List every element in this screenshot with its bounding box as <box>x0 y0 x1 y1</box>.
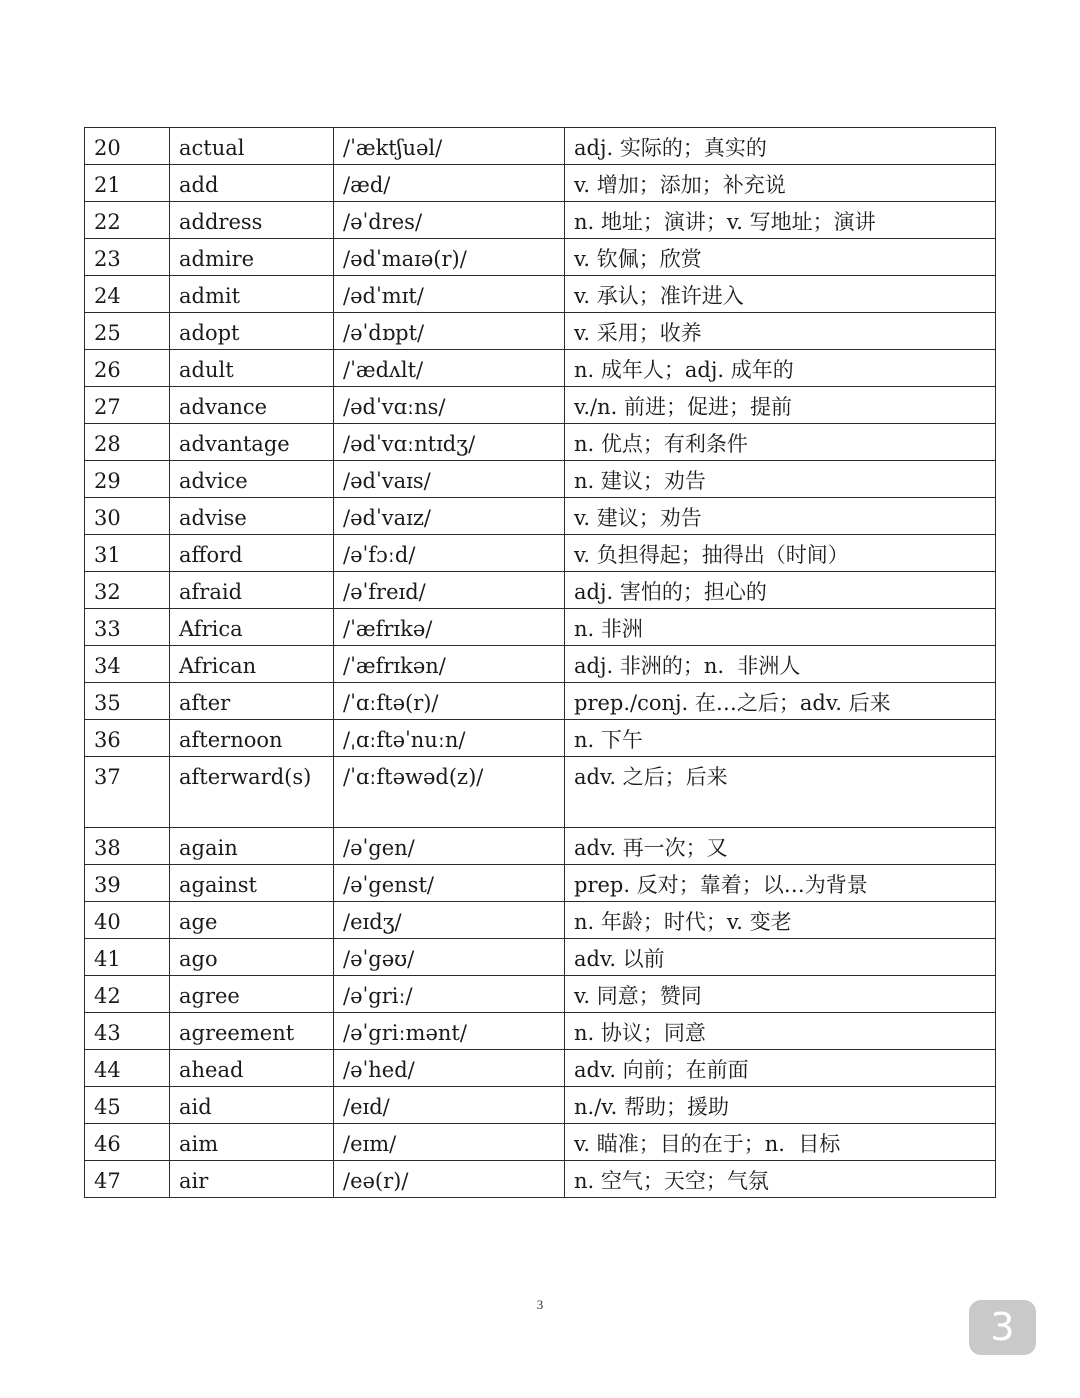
entry-word: African <box>170 646 334 683</box>
table-row <box>85 1161 996 1198</box>
entry-phonetic: /əˈfɔːd/ <box>334 535 565 572</box>
entry-phonetic: /əˈgriː/ <box>334 976 565 1013</box>
entry-definition: n. 空气；天空；气氛 <box>565 1161 996 1198</box>
table-row <box>85 609 996 646</box>
entry-phonetic: /əˈgəʊ/ <box>334 939 565 976</box>
entry-word: ahead <box>170 1050 334 1087</box>
entry-definition: v. 采用；收养 <box>565 313 996 350</box>
entry-phonetic: /əˈfreɪd/ <box>334 572 565 609</box>
entry-number: 42 <box>85 976 170 1013</box>
entry-number: 39 <box>85 865 170 902</box>
vocabulary-table <box>84 127 996 1198</box>
entry-phonetic: /ˌɑːftəˈnuːn/ <box>334 720 565 757</box>
entry-number: 40 <box>85 902 170 939</box>
entry-definition: n. 地址；演讲；v. 写地址；演讲 <box>565 202 996 239</box>
entry-number: 33 <box>85 609 170 646</box>
entry-definition: n. 建议；劝告 <box>565 461 996 498</box>
table-row <box>85 461 996 498</box>
table-row <box>85 1013 996 1050</box>
entry-definition: adj. 实际的；真实的 <box>565 128 996 165</box>
table-row <box>85 498 996 535</box>
table-row <box>85 424 996 461</box>
entry-number: 24 <box>85 276 170 313</box>
entry-number: 46 <box>85 1124 170 1161</box>
table-row <box>85 202 996 239</box>
entry-definition: prep. 反对；靠着；以…为背景 <box>565 865 996 902</box>
entry-word: afterward(s) <box>170 757 334 828</box>
entry-word: agreement <box>170 1013 334 1050</box>
table-row <box>85 939 996 976</box>
entry-word: Africa <box>170 609 334 646</box>
entry-definition: prep./conj. 在…之后；adv. 后来 <box>565 683 996 720</box>
entry-word: add <box>170 165 334 202</box>
entry-phonetic: /eɪdʒ/ <box>334 902 565 939</box>
entry-definition: v. 同意；赞同 <box>565 976 996 1013</box>
table-row <box>85 276 996 313</box>
entry-phonetic: /eə(r)/ <box>334 1161 565 1198</box>
entry-definition: v. 建议；劝告 <box>565 498 996 535</box>
entry-number: 38 <box>85 828 170 865</box>
entry-number: 44 <box>85 1050 170 1087</box>
entry-phonetic: /ədˈmaɪə(r)/ <box>334 239 565 276</box>
entry-number: 20 <box>85 128 170 165</box>
entry-number: 25 <box>85 313 170 350</box>
entry-number: 34 <box>85 646 170 683</box>
entry-word: adopt <box>170 313 334 350</box>
table-row <box>85 128 996 165</box>
entry-word: admit <box>170 276 334 313</box>
table-row <box>85 757 996 828</box>
table-row <box>85 313 996 350</box>
table-row <box>85 350 996 387</box>
entry-word: address <box>170 202 334 239</box>
entry-phonetic: /ˈæfrɪkən/ <box>334 646 565 683</box>
page-badge: 3 <box>969 1300 1036 1355</box>
entry-phonetic: /əˈdɒpt/ <box>334 313 565 350</box>
table-row <box>85 683 996 720</box>
entry-phonetic: /ˈæfrɪkə/ <box>334 609 565 646</box>
entry-definition: adv. 向前；在前面 <box>565 1050 996 1087</box>
entry-definition: n. 非洲 <box>565 609 996 646</box>
entry-phonetic: /ədˈvɑːntɪdʒ/ <box>334 424 565 461</box>
entry-phonetic: /eɪm/ <box>334 1124 565 1161</box>
table-row <box>85 1050 996 1087</box>
entry-definition: v. 增加；添加；补充说 <box>565 165 996 202</box>
table-row <box>85 720 996 757</box>
entry-definition: adv. 以前 <box>565 939 996 976</box>
entry-word: air <box>170 1161 334 1198</box>
entry-word: afraid <box>170 572 334 609</box>
entry-number: 35 <box>85 683 170 720</box>
table-row <box>85 976 996 1013</box>
entry-phonetic: /əˈgenst/ <box>334 865 565 902</box>
entry-definition: n./v. 帮助；援助 <box>565 1087 996 1124</box>
entry-word: advantage <box>170 424 334 461</box>
entry-definition: v. 承认；准许进入 <box>565 276 996 313</box>
entry-word: agree <box>170 976 334 1013</box>
table-row <box>85 535 996 572</box>
entry-definition: n. 年龄；时代；v. 变老 <box>565 902 996 939</box>
entry-definition: n. 优点；有利条件 <box>565 424 996 461</box>
entry-definition: n. 成年人；adj. 成年的 <box>565 350 996 387</box>
entry-definition: v. 瞄准；目的在于；n. 目标 <box>565 1124 996 1161</box>
entry-number: 41 <box>85 939 170 976</box>
entry-definition: adv. 再一次；又 <box>565 828 996 865</box>
entry-number: 27 <box>85 387 170 424</box>
table-row <box>85 1087 996 1124</box>
table-row <box>85 865 996 902</box>
entry-word: advice <box>170 461 334 498</box>
entry-definition: n. 协议；同意 <box>565 1013 996 1050</box>
entry-number: 37 <box>85 757 170 828</box>
entry-phonetic: /əˈhed/ <box>334 1050 565 1087</box>
entry-word: aim <box>170 1124 334 1161</box>
entry-definition: n. 下午 <box>565 720 996 757</box>
table-row <box>85 1124 996 1161</box>
table-row <box>85 165 996 202</box>
table-row <box>85 828 996 865</box>
entry-word: again <box>170 828 334 865</box>
entry-word: advance <box>170 387 334 424</box>
entry-definition: v. 钦佩；欣赏 <box>565 239 996 276</box>
entry-phonetic: /eɪd/ <box>334 1087 565 1124</box>
entry-number: 31 <box>85 535 170 572</box>
entry-number: 28 <box>85 424 170 461</box>
entry-word: after <box>170 683 334 720</box>
entry-number: 45 <box>85 1087 170 1124</box>
entry-phonetic: /ˈædʌlt/ <box>334 350 565 387</box>
entry-phonetic: /əˈgriːmənt/ <box>334 1013 565 1050</box>
entry-phonetic: /ədˈmɪt/ <box>334 276 565 313</box>
entry-phonetic: /əˈdres/ <box>334 202 565 239</box>
table-row <box>85 902 996 939</box>
table-row <box>85 572 996 609</box>
entry-definition: v./n. 前进；促进；提前 <box>565 387 996 424</box>
entry-word: against <box>170 865 334 902</box>
table-row <box>85 239 996 276</box>
entry-definition: adj. 害怕的；担心的 <box>565 572 996 609</box>
entry-word: advise <box>170 498 334 535</box>
entry-word: actual <box>170 128 334 165</box>
entry-phonetic: /ədˈvaɪz/ <box>334 498 565 535</box>
table-row <box>85 387 996 424</box>
entry-number: 23 <box>85 239 170 276</box>
entry-number: 30 <box>85 498 170 535</box>
entry-definition: adv. 之后；后来 <box>565 757 996 828</box>
table-row <box>85 646 996 683</box>
entry-phonetic: /ədˈvaɪs/ <box>334 461 565 498</box>
entry-definition: v. 负担得起；抽得出（时间） <box>565 535 996 572</box>
entry-phonetic: /ˈæktʃuəl/ <box>334 128 565 165</box>
entry-number: 29 <box>85 461 170 498</box>
entry-word: adult <box>170 350 334 387</box>
entry-number: 21 <box>85 165 170 202</box>
entry-phonetic: /ədˈvɑːns/ <box>334 387 565 424</box>
entry-phonetic: /ˈɑːftəwəd(z)/ <box>334 757 565 828</box>
page-number: 3 <box>536 1297 544 1312</box>
entry-number: 36 <box>85 720 170 757</box>
entry-word: admire <box>170 239 334 276</box>
entry-word: ago <box>170 939 334 976</box>
entry-number: 22 <box>85 202 170 239</box>
entry-phonetic: /ˈɑːftə(r)/ <box>334 683 565 720</box>
entry-word: aid <box>170 1087 334 1124</box>
vocabulary-table-body <box>85 128 996 1198</box>
entry-number: 43 <box>85 1013 170 1050</box>
entry-number: 26 <box>85 350 170 387</box>
entry-phonetic: /æd/ <box>334 165 565 202</box>
entry-word: age <box>170 902 334 939</box>
entry-word: afford <box>170 535 334 572</box>
entry-number: 32 <box>85 572 170 609</box>
entry-number: 47 <box>85 1161 170 1198</box>
entry-phonetic: /əˈgen/ <box>334 828 565 865</box>
entry-word: afternoon <box>170 720 334 757</box>
entry-definition: adj. 非洲的；n. 非洲人 <box>565 646 996 683</box>
